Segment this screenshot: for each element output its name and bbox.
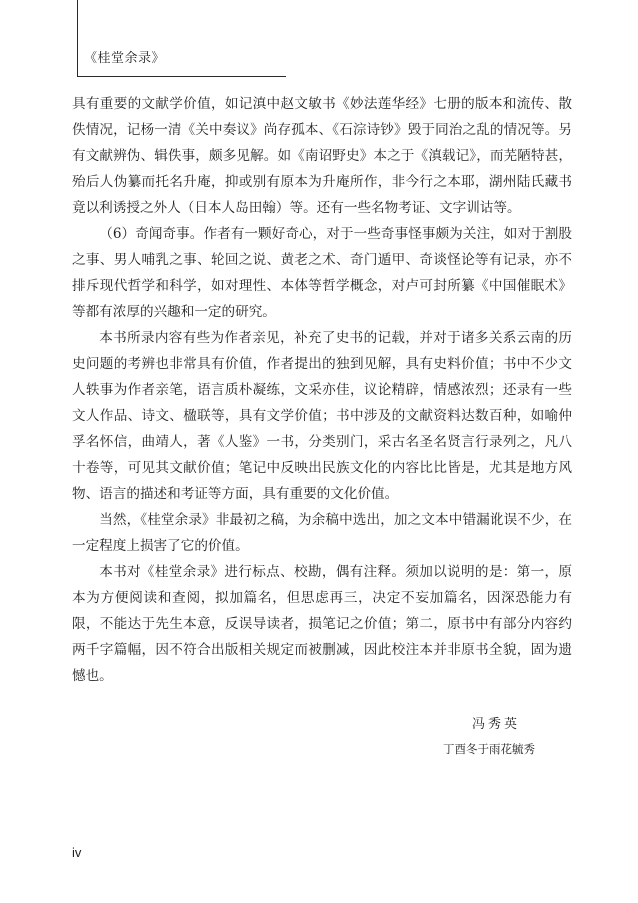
- signature-date: 丁酉冬于雨花毓秀: [443, 742, 535, 756]
- header-horizontal-rule: [77, 76, 286, 77]
- running-title: 《桂堂余录》: [84, 51, 166, 66]
- header-vertical-rule: [77, 0, 78, 77]
- paragraph-continuation: 具有重要的文献学价值，如记滇中赵文敏书《妙法莲华经》七册的版本和流传、散佚情况，记杨一清《关中奏议》尚存孤本、《石淙诗钞》毁于同治之乱的情况等。另有文献辨伪、辑佚事，颇多见解。如《南诏野史》本之于《滇载记》，而芜陋特甚，殆后人伪纂而托名升庵，抑或别有原本为升庵所作，非今行之本耶，湖州陆氏藏书竟以利诱授之外人（日本人岛田翰）等。还有一些名物考证、文字训诂等。: [72, 96, 572, 216]
- paragraph-limitations: 当然，《桂堂余录》非最初之稿，为余稿中选出，加之文本中错漏讹误不少，在一定程度上损害了它的价值。: [72, 512, 572, 554]
- paragraph-strange-tales: （6）奇闻奇事。作者有一颗好奇心，对于一些奇事怪事颇为关注，如对于割股之事、男人哺乳之事、轮回之说、黄老之术、奇门遁甲、奇谈怪论等有记录，亦不排斥现代哲学和科学，如对理性、本体等哲学概念，对卢可封所纂《中国催眠术》等都有浓厚的兴趣和一定的研究。: [72, 226, 572, 320]
- page-number: iv: [72, 845, 82, 860]
- author-signature: 冯秀英: [472, 717, 521, 732]
- paragraph-value-summary: 本书所录内容有些为作者亲见，补充了史书的记载，并对于诸多关系云南的历史问题的考辨也非常具有价值，作者提出的独到见解，具有史料价值；书中不少文人轶事为作者亲笔，语言质朴凝练，文采亦佳，议论精辟，情感浓烈；还录有一些文人作品、诗文、楹联等，具有文学价值；书中涉及的文献资料达数百种，如喻仲孚名怀信，曲靖人，著《人鉴》一书，分类别门，采古名圣名贤言行录列之，凡八十卷等，可见其文献价值；笔记中反映出民族文化的内容比比皆是，尤其是地方风物、语言的描述和考证等方面，具有重要的文化价值。: [72, 330, 572, 502]
- body-text: [72, 91, 572, 689]
- paragraph-editorial-notes: 本书对《桂堂余录》进行标点、校勘，偶有注释。须加以说明的是：第一，原本为方便阅读和查阅，拟加篇名，但思虑再三，决定不妄加篇名，因深恐能力有限，不能达于先生本意，反误导读者，损笔记之价值；第二，原书中有部分内容约两千字篇幅，因不符合出版相关规定而被删减，因此校注本并非原书全貌，固为遗憾也。: [72, 564, 572, 684]
